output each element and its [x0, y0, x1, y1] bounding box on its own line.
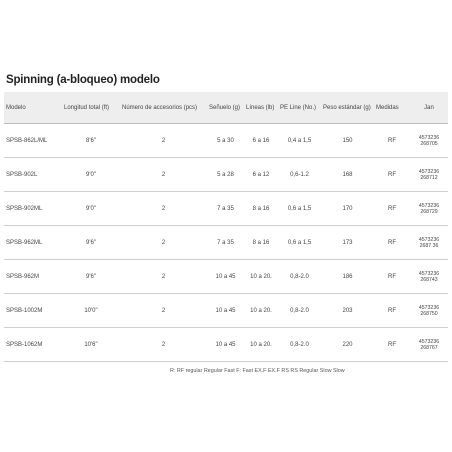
cell-length: 9'6"	[62, 226, 120, 260]
cell-weight: 173	[321, 226, 374, 260]
col-header-jan: Jan	[410, 92, 448, 124]
cell-line: 10 a 20.	[244, 260, 278, 294]
cell-pieces: 2	[120, 328, 207, 362]
table-row	[4, 260, 448, 294]
cell-pieces: 2	[120, 226, 207, 260]
col-header-peso: Peso estándar (g)	[321, 92, 374, 124]
jan-line-1: 4573236	[418, 304, 440, 311]
jan-line-1: 4573236	[418, 236, 440, 243]
table-row	[4, 294, 448, 328]
cell-pe-line: 0,4 a 1,5	[278, 124, 321, 158]
cell-lure: 10 a 45	[207, 328, 244, 362]
table-body	[4, 124, 448, 362]
jan-line-2: 268705	[420, 140, 438, 147]
cell-pieces: 2	[120, 158, 207, 192]
col-header-senuelo: Señuelo (g)	[207, 92, 244, 124]
cell-line: 6 a 12	[244, 158, 278, 192]
cell-jan	[410, 158, 448, 192]
cell-model: SPSB-1062M	[4, 328, 62, 362]
jan-line-1: 4573236	[418, 270, 440, 277]
cell-pe-line: 0,6 a 1,5	[278, 192, 321, 226]
cell-lure: 10 a 45	[207, 294, 244, 328]
cell-pe-line: 0,8-2.0	[278, 294, 321, 328]
cell-pieces: 2	[120, 124, 207, 158]
cell-medidas: RF	[374, 226, 410, 260]
cell-pieces: 2	[120, 260, 207, 294]
header-row	[4, 92, 448, 124]
page-title: Spinning (a-bloqueo) modelo	[6, 74, 160, 86]
cell-weight: 170	[321, 192, 374, 226]
cell-medidas: RF	[374, 294, 410, 328]
cell-lure: 7 a 35	[207, 192, 244, 226]
cell-line: 8 a 16	[244, 226, 278, 260]
jan-line-2: 2687 36	[419, 242, 439, 249]
jan-line-2: 268729	[420, 208, 438, 215]
cell-jan	[410, 294, 448, 328]
cell-model: SPSB-962ML	[4, 226, 62, 260]
col-header-accesorios: Número de accesorios (pcs)	[120, 92, 207, 124]
cell-model: SPSB-902L	[4, 158, 62, 192]
cell-line: 10 a 20.	[244, 328, 278, 362]
table-row	[4, 124, 448, 158]
cell-length: 8'6"	[62, 124, 120, 158]
table-row	[4, 158, 448, 192]
cell-length: 9'6"	[62, 260, 120, 294]
cell-weight: 186	[321, 260, 374, 294]
cell-jan	[410, 192, 448, 226]
cell-pe-line: 0,8-2.0	[278, 260, 321, 294]
cell-medidas: RF	[374, 158, 410, 192]
cell-jan	[410, 226, 448, 260]
col-header-medidas: Medidas	[374, 92, 410, 124]
cell-model: SPSB-862L/ML	[4, 124, 62, 158]
cell-length: 10'6"	[62, 328, 120, 362]
cell-model: SPSB-962M	[4, 260, 62, 294]
cell-medidas: RF	[374, 328, 410, 362]
jan-line-2: 268712	[420, 174, 438, 181]
cell-medidas: RF	[374, 192, 410, 226]
jan-line-2: 268743	[420, 276, 438, 283]
jan-line-1: 4573236	[418, 202, 440, 209]
cell-jan	[410, 124, 448, 158]
col-header-modelo: Modelo	[4, 92, 62, 124]
cell-pieces: 2	[120, 294, 207, 328]
cell-pe-line: 0,8-2.0	[278, 328, 321, 362]
cell-length: 10'0"	[62, 294, 120, 328]
table-row	[4, 192, 448, 226]
cell-weight: 168	[321, 158, 374, 192]
cell-weight: 150	[321, 124, 374, 158]
jan-line-1: 4573236	[418, 168, 440, 175]
cell-model: SPSB-1002M	[4, 294, 62, 328]
cell-weight: 203	[321, 294, 374, 328]
cell-jan	[410, 260, 448, 294]
jan-line-1: 4573236	[418, 134, 440, 141]
table-row	[4, 226, 448, 260]
col-header-pe-line: PE Line (No.)	[278, 92, 321, 124]
jan-line-2: 268750	[420, 310, 438, 317]
cell-length: 9'0"	[62, 158, 120, 192]
cell-line: 10 a 20.	[244, 294, 278, 328]
cell-length: 9'0"	[62, 192, 120, 226]
cell-jan	[410, 328, 448, 362]
cell-line: 6 a 16	[244, 124, 278, 158]
jan-line-2: 268767	[420, 344, 438, 351]
cell-lure: 5 a 30	[207, 124, 244, 158]
cell-pe-line: 0,6 a 1,5	[278, 226, 321, 260]
cell-model: SPSB-902ML	[4, 192, 62, 226]
cell-medidas: RF	[374, 124, 410, 158]
cell-pieces: 2	[120, 192, 207, 226]
cell-pe-line: 0,6-1.2	[278, 158, 321, 192]
jan-line-1: 4573236	[418, 338, 440, 345]
cell-lure: 7 a 35	[207, 226, 244, 260]
cell-lure: 5 a 28	[207, 158, 244, 192]
spec-table	[4, 92, 448, 362]
cell-weight: 220	[321, 328, 374, 362]
col-header-longitud: Longitud total (ft)	[62, 92, 120, 124]
cell-lure: 10 a 45	[207, 260, 244, 294]
cell-line: 8 a 16	[244, 192, 278, 226]
footnote: R: RF regular Regular Fast F: Fast EX.F EX.F RS RS Regular Slow Slow	[170, 368, 345, 374]
cell-medidas: RF	[374, 260, 410, 294]
col-header-lineas: Líneas (lb)	[244, 92, 278, 124]
table-row	[4, 328, 448, 362]
